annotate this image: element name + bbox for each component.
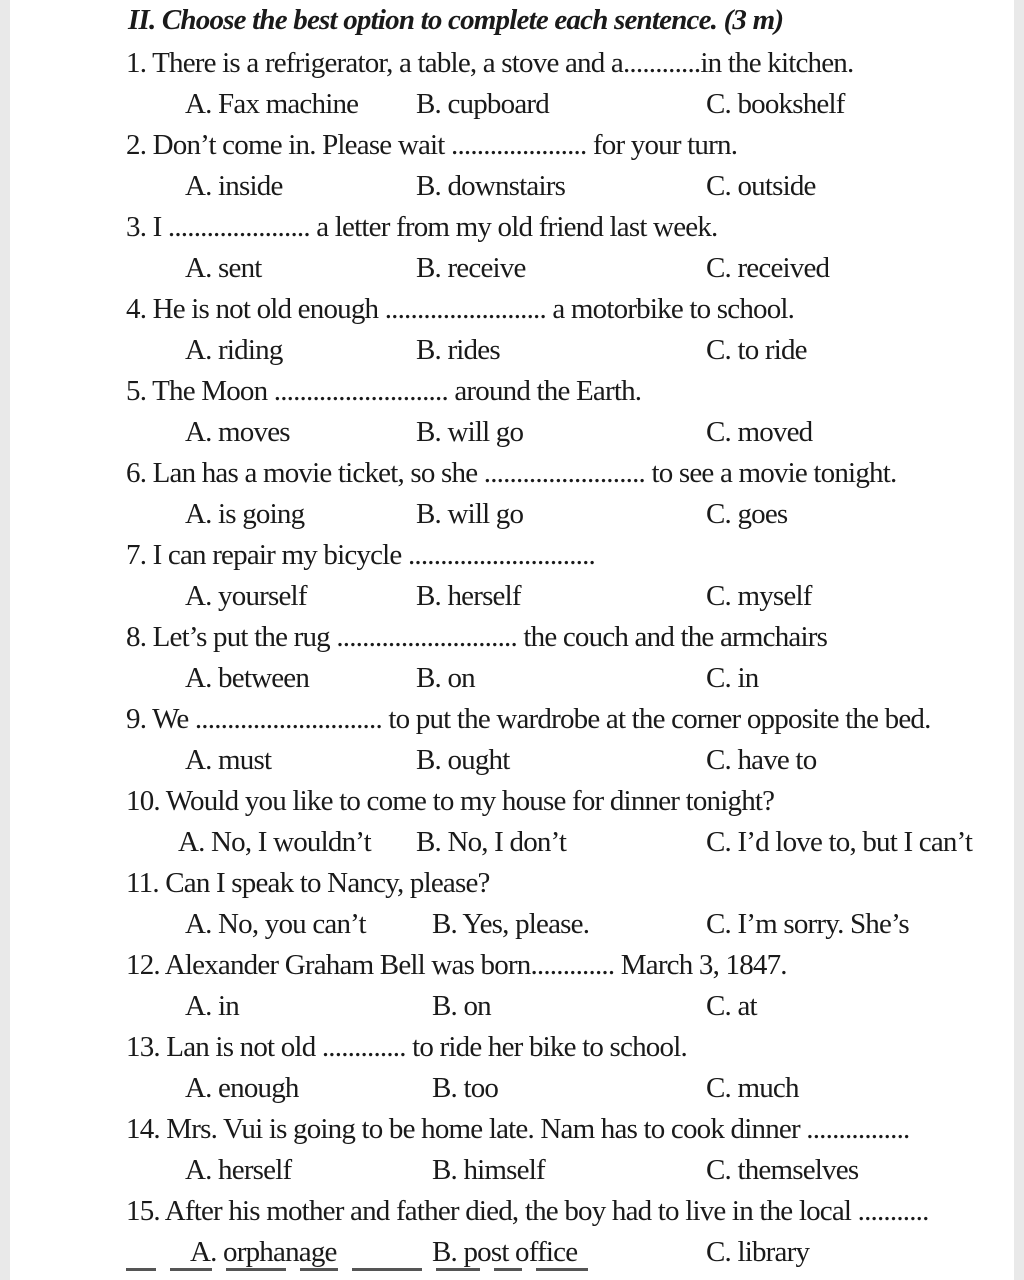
question-1-option-a: A. Fax machine xyxy=(185,88,359,120)
question-3 xyxy=(0,208,1024,290)
question-15-text: 15. After his mother and father died, the boy had to live in the local ........... xyxy=(126,1195,929,1227)
question-15-option-b: B. post office xyxy=(432,1236,578,1268)
question-12-option-a: A. in xyxy=(185,990,240,1022)
question-8-option-a: A. between xyxy=(185,662,310,694)
question-5 xyxy=(0,372,1024,454)
question-7-option-a: A. yourself xyxy=(185,580,307,612)
question-10 xyxy=(0,782,1024,864)
question-15-option-a: A. orphanage xyxy=(190,1236,337,1268)
question-2 xyxy=(0,126,1024,208)
question-6 xyxy=(0,454,1024,536)
question-2-text: 2. Don’t come in. Please wait ..................... for your turn. xyxy=(126,129,738,161)
question-6-text: 6. Lan has a movie ticket, so she ......................... to see a movie tonight. xyxy=(126,457,897,489)
question-11 xyxy=(0,864,1024,946)
question-5-option-a: A. moves xyxy=(185,416,290,448)
question-4-text: 4. He is not old enough ......................... a motorbike to school. xyxy=(126,293,795,325)
cut-off-next-line xyxy=(126,1268,666,1280)
question-3-text: 3. I ...................... a letter from my old friend last week. xyxy=(126,211,718,243)
question-1-text: 1. There is a refrigerator, a table, a stove and a............in the kitchen. xyxy=(126,47,854,79)
question-6-option-b: B. will go xyxy=(416,498,524,530)
question-7 xyxy=(0,536,1024,618)
question-14-text: 14. Mrs. Vui is going to be home late. Nam has to cook dinner ................ xyxy=(126,1113,910,1145)
question-6-option-c: C. goes xyxy=(706,498,788,530)
question-9-option-a: A. must xyxy=(185,744,272,776)
question-7-text: 7. I can repair my bicycle ............................. xyxy=(126,539,596,571)
question-14 xyxy=(0,1110,1024,1192)
question-5-text: 5. The Moon ........................... around the Earth. xyxy=(126,375,642,407)
question-4-option-c: C. to ride xyxy=(706,334,807,366)
question-13 xyxy=(0,1028,1024,1110)
question-12 xyxy=(0,946,1024,1028)
question-3-option-a: A. sent xyxy=(185,252,262,284)
question-1-option-c: C. bookshelf xyxy=(706,88,845,120)
question-7-option-c: C. myself xyxy=(706,580,812,612)
question-11-text: 11. Can I speak to Nancy, please? xyxy=(126,867,490,899)
question-4 xyxy=(0,290,1024,372)
question-5-option-c: C. moved xyxy=(706,416,813,448)
question-10-option-b: B. No, I don’t xyxy=(416,826,567,858)
question-6-option-a: A. is going xyxy=(185,498,305,530)
question-8-option-b: B. on xyxy=(416,662,475,694)
question-14-option-a: A. herself xyxy=(185,1154,292,1186)
question-14-option-c: C. themselves xyxy=(706,1154,859,1186)
question-2-option-a: A. inside xyxy=(185,170,283,202)
question-10-option-a: A. No, I wouldn’t xyxy=(178,826,371,858)
question-15 xyxy=(0,1192,1024,1274)
question-9 xyxy=(0,700,1024,782)
question-13-option-b: B. too xyxy=(432,1072,499,1104)
question-11-option-b: B. Yes, please. xyxy=(432,908,590,940)
question-8-option-c: C. in xyxy=(706,662,759,694)
question-3-option-c: C. received xyxy=(706,252,830,284)
question-11-option-a: A. No, you can’t xyxy=(185,908,366,940)
question-7-option-b: B. herself xyxy=(416,580,521,612)
question-12-option-c: C. at xyxy=(706,990,757,1022)
question-13-option-a: A. enough xyxy=(185,1072,299,1104)
question-13-text: 13. Lan is not old ............. to ride her bike to school. xyxy=(126,1031,687,1063)
question-14-option-b: B. himself xyxy=(432,1154,545,1186)
question-8-text: 8. Let’s put the rug ............................ the couch and the armchairs xyxy=(126,621,828,653)
question-2-option-b: B. downstairs xyxy=(416,170,566,202)
question-1-option-b: B. cupboard xyxy=(416,88,549,120)
question-10-option-c: C. I’d love to, but I can’t xyxy=(706,826,973,858)
question-5-option-b: B. will go xyxy=(416,416,524,448)
question-4-option-a: A. riding xyxy=(185,334,283,366)
question-13-option-c: C. much xyxy=(706,1072,799,1104)
question-9-text: 9. We ............................. to put the wardrobe at the corner opposite the bed. xyxy=(126,703,931,735)
question-9-option-b: B. ought xyxy=(416,744,510,776)
question-1 xyxy=(0,44,1024,126)
question-4-option-b: B. rides xyxy=(416,334,500,366)
question-15-option-c: C. library xyxy=(706,1236,810,1268)
section-title: II. Choose the best option to complete each sentence. (3 m) xyxy=(128,4,784,36)
question-8 xyxy=(0,618,1024,700)
question-9-option-c: C. have to xyxy=(706,744,817,776)
question-2-option-c: C. outside xyxy=(706,170,816,202)
question-3-option-b: B. receive xyxy=(416,252,526,284)
question-11-option-c: C. I’m sorry. She’s xyxy=(706,908,909,940)
question-12-text: 12. Alexander Graham Bell was born............. March 3, 1847. xyxy=(126,949,787,981)
question-10-text: 10. Would you like to come to my house for dinner tonight? xyxy=(126,785,775,817)
question-12-option-b: B. on xyxy=(432,990,491,1022)
